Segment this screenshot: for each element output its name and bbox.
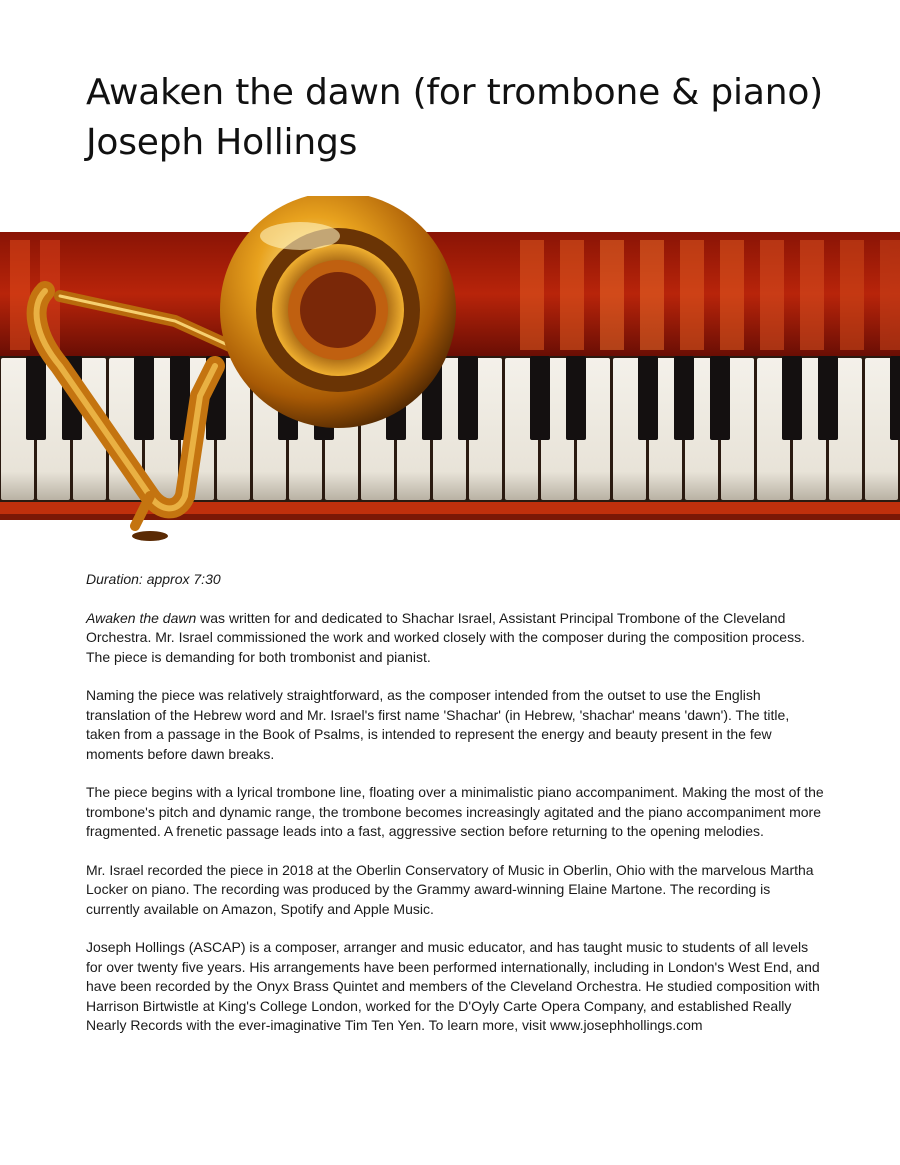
black-key	[530, 356, 550, 440]
black-key	[818, 356, 838, 440]
paragraph-composer-bio: Joseph Hollings (ASCAP) is a composer, arranger and music educator, and has taught music to students of all levels for over twenty five years. His arrangements have been performed internationally, including in London's West End, and have been recorded by the Onyx Brass Quintet and members of the Cleveland Orchestra. He studied composition with Harrison Birtwistle at King's College London, worked for the D'Oyly Carte Opera Company, and established Really Nearly Records with the ever-imaginative Tim Ten Yen. To learn more, visit www.josephhollings.com	[86, 939, 820, 1033]
title-line-composer: Joseph Hollings	[86, 122, 358, 163]
title-line-work: Awaken the dawn (for trombone & piano)	[86, 72, 823, 113]
paragraph-structure: The piece begins with a lyrical trombone line, floating over a minimalistic piano accompaniment. Making the most of the trombone's pitch and dynamic range, the trombone becomes increasingly agitated and the piano accompaniment more fragmented. A frenetic passage leads into a fast, aggressive section before returning to the opening melodies.	[86, 784, 824, 839]
paragraph-dedication	[86, 609, 826, 668]
black-key	[890, 356, 900, 440]
program-notes	[86, 570, 826, 1055]
page-title	[86, 68, 823, 168]
work-title-italic: Awaken the dawn	[86, 609, 197, 626]
black-key	[710, 356, 730, 440]
paragraph-recording: Mr. Israel recorded the piece in 2018 at the Oberlin Conservatory of Music in Oberlin, Ohio with the marvelous Martha Locker on piano. The recording was produced by the Grammy award-winning Elaine Martone. The recording is currently available on Amazon, Spotify and Apple Music.	[86, 861, 814, 917]
paragraph-dedication-text: was written for and dedicated to Shachar Israel, Assistant Principal Trombone of the Cleveland Orchestra. Mr. Israel commissioned the work and worked closely with the composer during the composition process. The piece is demanding for both trombonist and pianist.	[86, 609, 805, 665]
paragraph-naming: Naming the piece was relatively straightforward, as the composer intended from the outset to use the English translation of the Hebrew word and Mr. Israel's first name 'Shachar' (in Hebrew, 'shachar' means 'dawn'). The title, taken from a passage in the Book of Psalms, is intended to represent the energy and beauty present in the few moments before dawn breaks.	[86, 687, 790, 762]
black-key	[782, 356, 802, 440]
black-key	[638, 356, 658, 440]
black-key	[674, 356, 694, 440]
black-key	[134, 356, 154, 440]
black-key	[26, 356, 46, 440]
duration-note: Duration: approx 7:30	[86, 571, 221, 587]
black-key	[458, 356, 478, 440]
trombone-piano-banner-image	[0, 196, 900, 556]
black-key	[566, 356, 586, 440]
